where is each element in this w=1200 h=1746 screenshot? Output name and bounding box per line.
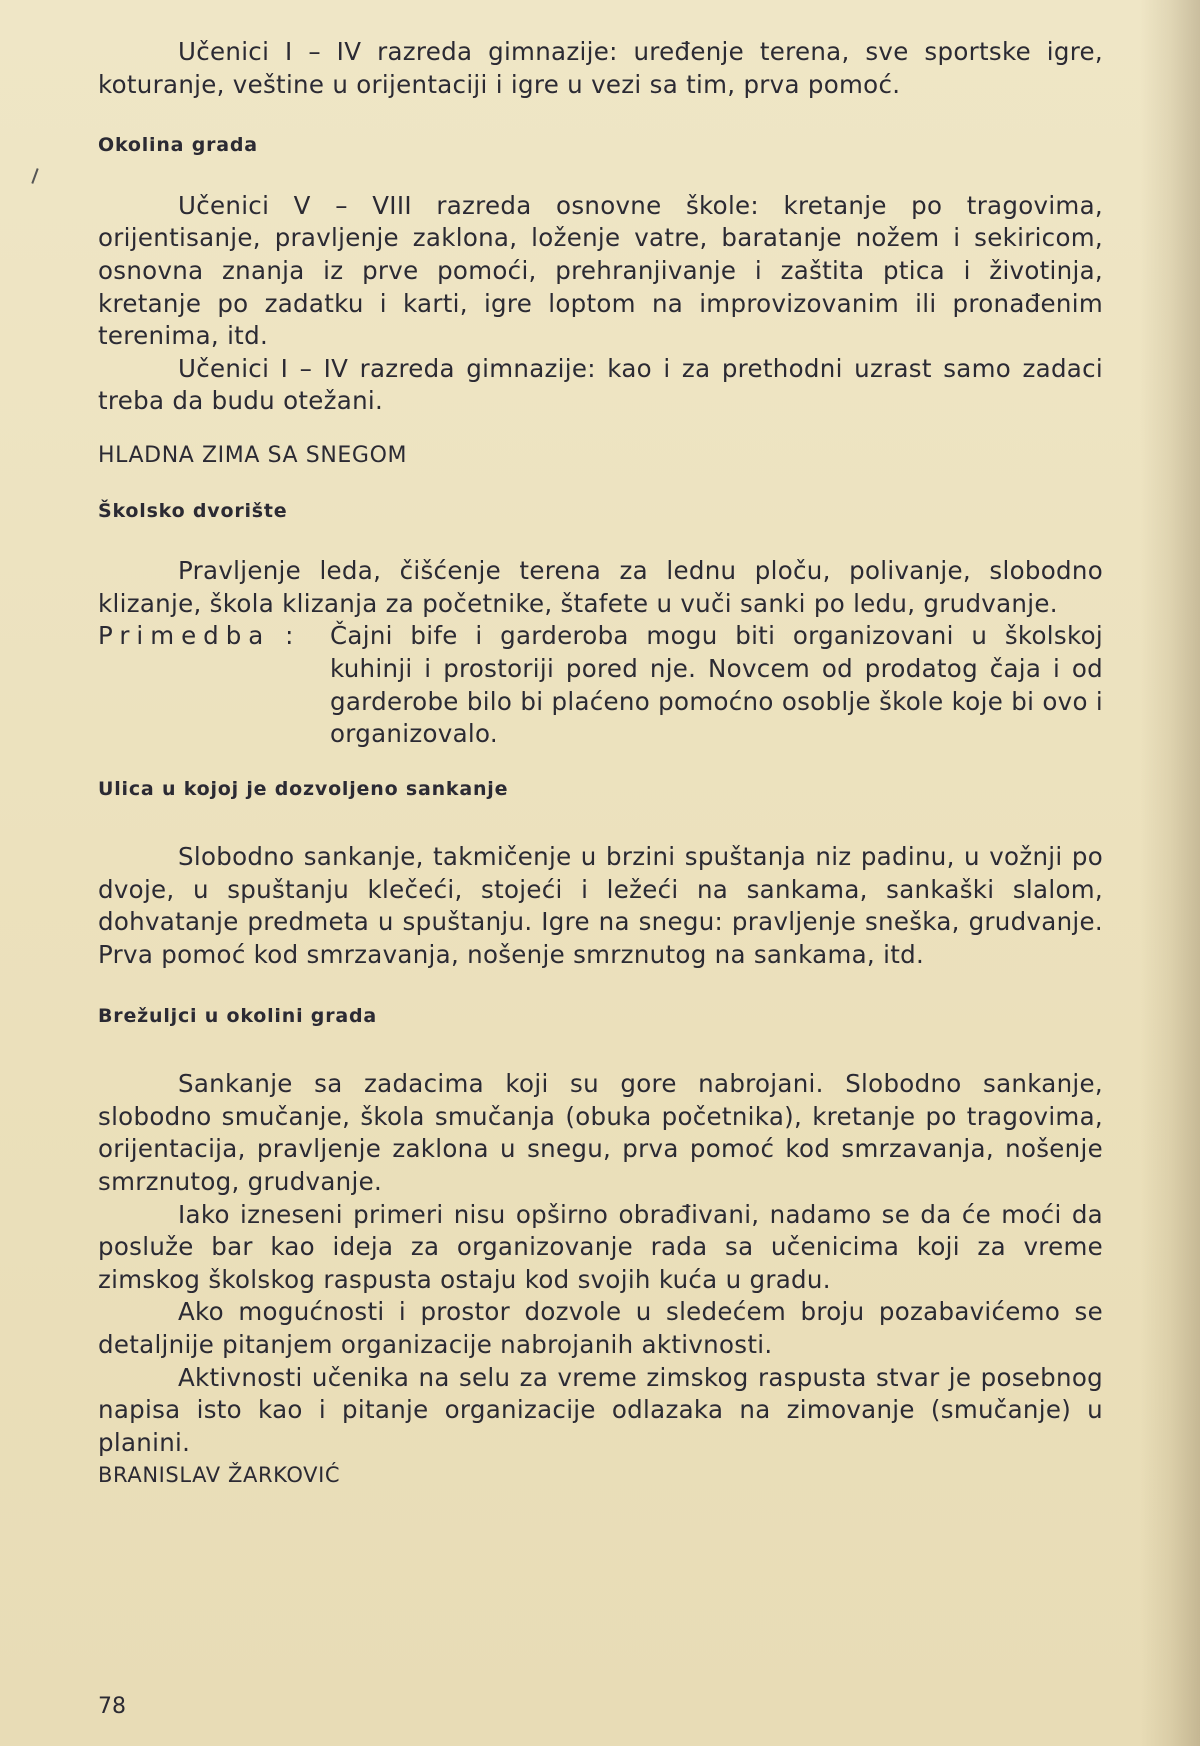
heading-skolsko-dvoriste: Školsko dvorište xyxy=(98,499,288,522)
paragraph-zakljucak-3: Aktivnosti učenika na selu za vreme zimskog raspusta stvar je posebnog napisa isto kao i pitanje organizacije odlazaka na zimovanje (smučanje) u planini. xyxy=(98,1362,1103,1457)
paragraph-gimnazija-okolina: Učenici I – IV razreda gimnazije: kao i za prethodni uzrast samo zadaci treba da budu otežani. xyxy=(98,353,1103,416)
paragraph-gimnazija-leto: Učenici I – IV razreda gimnazije: uređenje terena, sve sportske igre, koturanje, veštine u orijentaciji i igre u vezi sa tim, prva pomoć. xyxy=(98,37,1103,99)
heading-okolina-grada: Okolina grada xyxy=(98,134,258,157)
note-text: Čajni bife i garderoba mogu biti organizovani u školskoj kuhinji i prostoriji pored nje. Novcem od prodatog čaja i od garderobe bilo bi plaćeno pomoćno osoblje škole koje bi ovo i organizovalo. xyxy=(330,621,1103,749)
section-title-hladna-zima: HLADNA ZIMA SA SNEGOM xyxy=(98,442,408,468)
paragraph-osnovna-skola: Učenici V – VIII razreda osnovne škole: kretanje po tragovima, orijentisanje, pravljenje zaklona, loženje vatre, baratanje nožem i sekiricom, osnovna znanja iz prve pomoći, prehranjivanje i zaštita ptica i životinja, kretanje po zadatku i karti, igre loptom na improvizovanim ili pronađenim terenima, itd. xyxy=(98,190,1103,351)
pencil-mark xyxy=(31,168,38,184)
paragraph-ulica: Slobodno sankanje, takmičenje u brzini spuštanja niz padinu, u vožnji po dvoje, u spuštanju klečeći, stojeći i ležeći na sankama, sankaški slalom, dohvatanje predmeta u spuštanju. Igre na snegu: pravljenje sneška, grudvanje. Prva pomoć kod smrzavanja, nošenje smrznutog na sankama, itd. xyxy=(98,842,1103,970)
page-number: 78 xyxy=(98,1694,126,1719)
paragraph-zakljucak-2: Ako mogućnosti i prostor dozvole u sledećem broju pozabavićemo se detaljnije pitanjem organizacije nabrojanih aktivnosti. xyxy=(98,1297,1103,1359)
note-label: Primedba : xyxy=(98,621,301,651)
paragraph-brezuljci: Sankanje sa zadacima koji su gore nabrojani. Slobodno sankanje, slobodno smučanje, škola smučanja (obuka početnika), kretanje po tragovima, orijentacija, pravljenje zaklona u snegu, prva pomoć kod smrzavanja, nošenje smrznutog, grudvanje. xyxy=(98,1069,1103,1197)
author-name: BRANISLAV ŽARKOVIĆ xyxy=(98,1463,341,1488)
paragraph-dvoriste: Pravljenje leda, čišćenje terena za lednu ploču, polivanje, slobodno klizanje, škola klizanja za početnike, štafete u vuči sanki po ledu, grudvanje. xyxy=(98,556,1103,618)
heading-brezuljci: Brežuljci u okolini grada xyxy=(98,1004,378,1027)
paragraph-zakljucak-1: Iako izneseni primeri nisu opširno obrađivani, nadamo se da će moći da posluže bar kao ideja za organizovanje rada sa učenicima koji za vreme zimskog školskog raspusta ostaju kod svojih kuća u gradu. xyxy=(98,1199,1103,1294)
note-block xyxy=(98,620,1103,750)
article-body xyxy=(98,36,1103,1492)
heading-ulica-sankanje: Ulica u kojoj je dozvoljeno sankanje xyxy=(98,777,509,800)
